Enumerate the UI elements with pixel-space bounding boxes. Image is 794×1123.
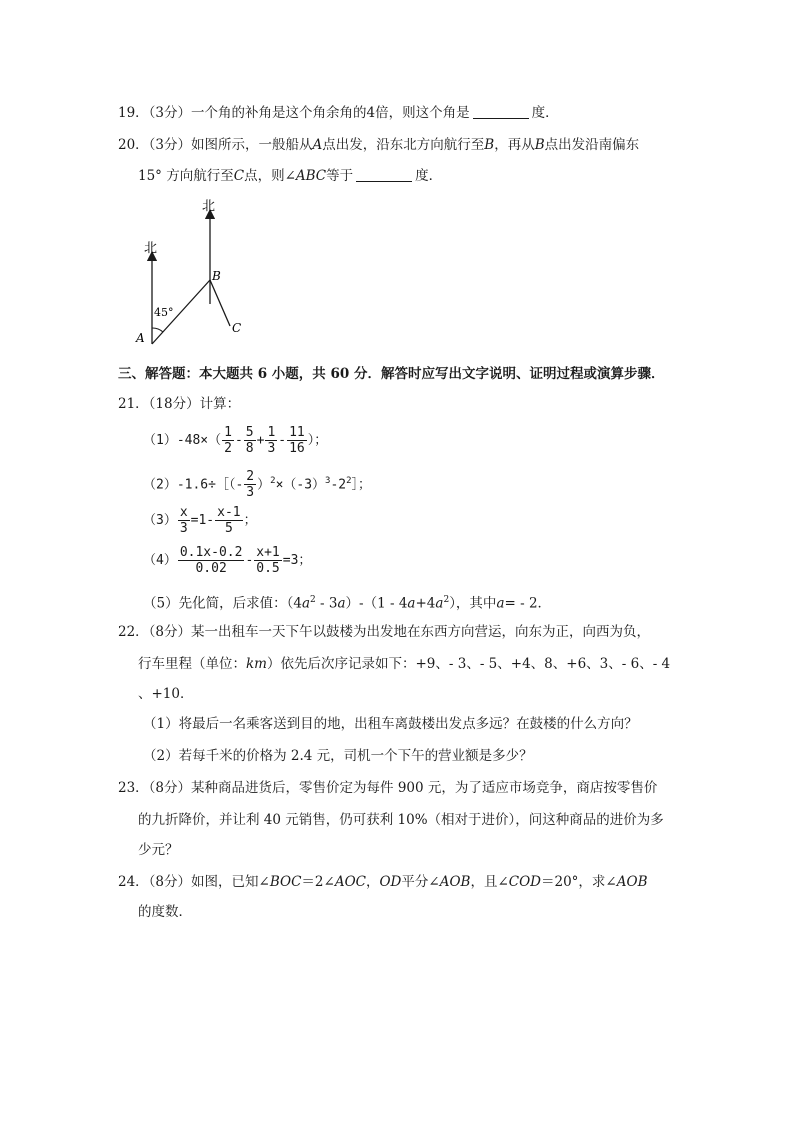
angle-arc xyxy=(152,328,163,332)
q22-sub-2: （2）若每千米的价格为 2.4 元，司机一个下午的营业额是多少？ xyxy=(143,748,533,764)
question-23-line-2: 的九折降价，并让利 40 元销售，仍可获利 10%（相对于进价），问这种商品的进价为多 xyxy=(138,812,664,828)
fraction: $\frac{2}{3}$ xyxy=(246,469,255,501)
q20-number: 20．（3分） xyxy=(118,137,192,153)
question-23: 23．（8分）某种商品进货后，零售价定为每件 900 元，为了适应市场竞争，商店按零售价 xyxy=(118,780,658,796)
fraction: $\frac{x+1}{0.5}$ xyxy=(256,545,280,576)
fraction: $\frac{11}{16}$ xyxy=(289,425,305,456)
north-label-left: 北 xyxy=(144,241,158,256)
q21-part-2: （2）-1.6÷［（- $\frac{2}{3}$ ）$^2\times(-3)^3-2^2]$； xyxy=(143,469,372,501)
question-21: 21．（18分）计算： xyxy=(118,396,241,412)
point-a-label: A xyxy=(136,331,145,345)
point-b-label: B xyxy=(212,269,221,283)
question-20-line-2: 15° 方向航行至C点，则∠ABC等于 度． xyxy=(138,168,443,184)
q21-part-3: （3） $\frac{x}{3}$ =1- $\frac{x-1}{5}$ ； xyxy=(143,505,257,536)
fraction: $\frac{1}{2}$ xyxy=(224,425,232,456)
question-22-line-2: 行车里程（单位：km）依先后次序记录如下：+9、- 3、- 5、+4、8、+6、3、- 6、- 4 xyxy=(138,656,671,672)
fraction: $\frac{x}{3}$ xyxy=(179,505,188,536)
question-22: 22．（8分）某一出租车一天下午以鼓楼为出发地在东西方向营运，向东为正，向西为负， xyxy=(118,624,651,640)
angle-label: 45° xyxy=(154,306,174,319)
q24-number: 24．（8分） xyxy=(118,874,192,890)
question-22-line-3: 、+10． xyxy=(138,686,194,702)
q20-answer-blank[interactable] xyxy=(356,167,412,182)
navigation-diagram xyxy=(132,196,262,346)
q19-answer-blank[interactable] xyxy=(473,104,529,119)
q21-part-5: （5）先化简，后求值：$(4a^2 - 3a)-(1 - 4a+4a^2)$，其中a= - 2． xyxy=(143,595,552,612)
q22-number: 22．（8分） xyxy=(118,624,192,640)
q19-text: 一个角的补角是这个角余角的4倍，则这个角是 xyxy=(191,105,470,121)
north-label-right: 北 xyxy=(202,199,216,214)
question-19 xyxy=(118,103,559,123)
q19-unit: 度． xyxy=(531,105,559,121)
q21-number: 21．（18分） xyxy=(118,396,200,412)
q21-part-4: （4） $\frac{0.1x-0.2}{0.02}$ - $\frac{x+1}{0.5}$ =3； xyxy=(143,545,312,576)
fraction: $\frac{1}{3}$ xyxy=(267,425,276,456)
question-23-line-3: 少元？ xyxy=(138,842,179,858)
q19-number: 19．（3分） xyxy=(118,105,192,121)
question-24: 24．（8分）如图，已知∠BOC＝2∠AOC，OD平分∠AOB，且∠COD＝20°，求∠AOB xyxy=(118,874,648,890)
segment-bc xyxy=(210,280,230,326)
fraction: $\frac{x-1}{5}$ xyxy=(217,505,241,536)
q23-number: 23．（8分） xyxy=(118,780,192,796)
question-24-line-2: 的度数． xyxy=(138,904,192,920)
point-c-label: C xyxy=(232,321,242,335)
question-20: 20．（3分）如图所示，一般船从A点出发，沿东北方向航行至B，再从B点出发沿南偏东 xyxy=(118,137,640,153)
q21-part-1: （1）-48×（ $\frac{1}{2}$ - $\frac{5}{8}$ + $\frac{1}{3}$ - $\frac{11}{16}$ ）； xyxy=(143,425,328,456)
q22-sub-1: （1）将最后一名乘客送到目的地，出租车离鼓楼出发点多远？在鼓楼的什么方向？ xyxy=(143,716,638,732)
fraction: $\frac{5}{8}$ xyxy=(245,425,254,456)
section-3-heading: 三、解答题：本大题共 6 小题，共 60 分．解答时应写出文字说明、证明过程或演算步骤． xyxy=(118,366,665,382)
fraction: $\frac{0.1x-0.2}{0.02}$ xyxy=(179,545,243,576)
